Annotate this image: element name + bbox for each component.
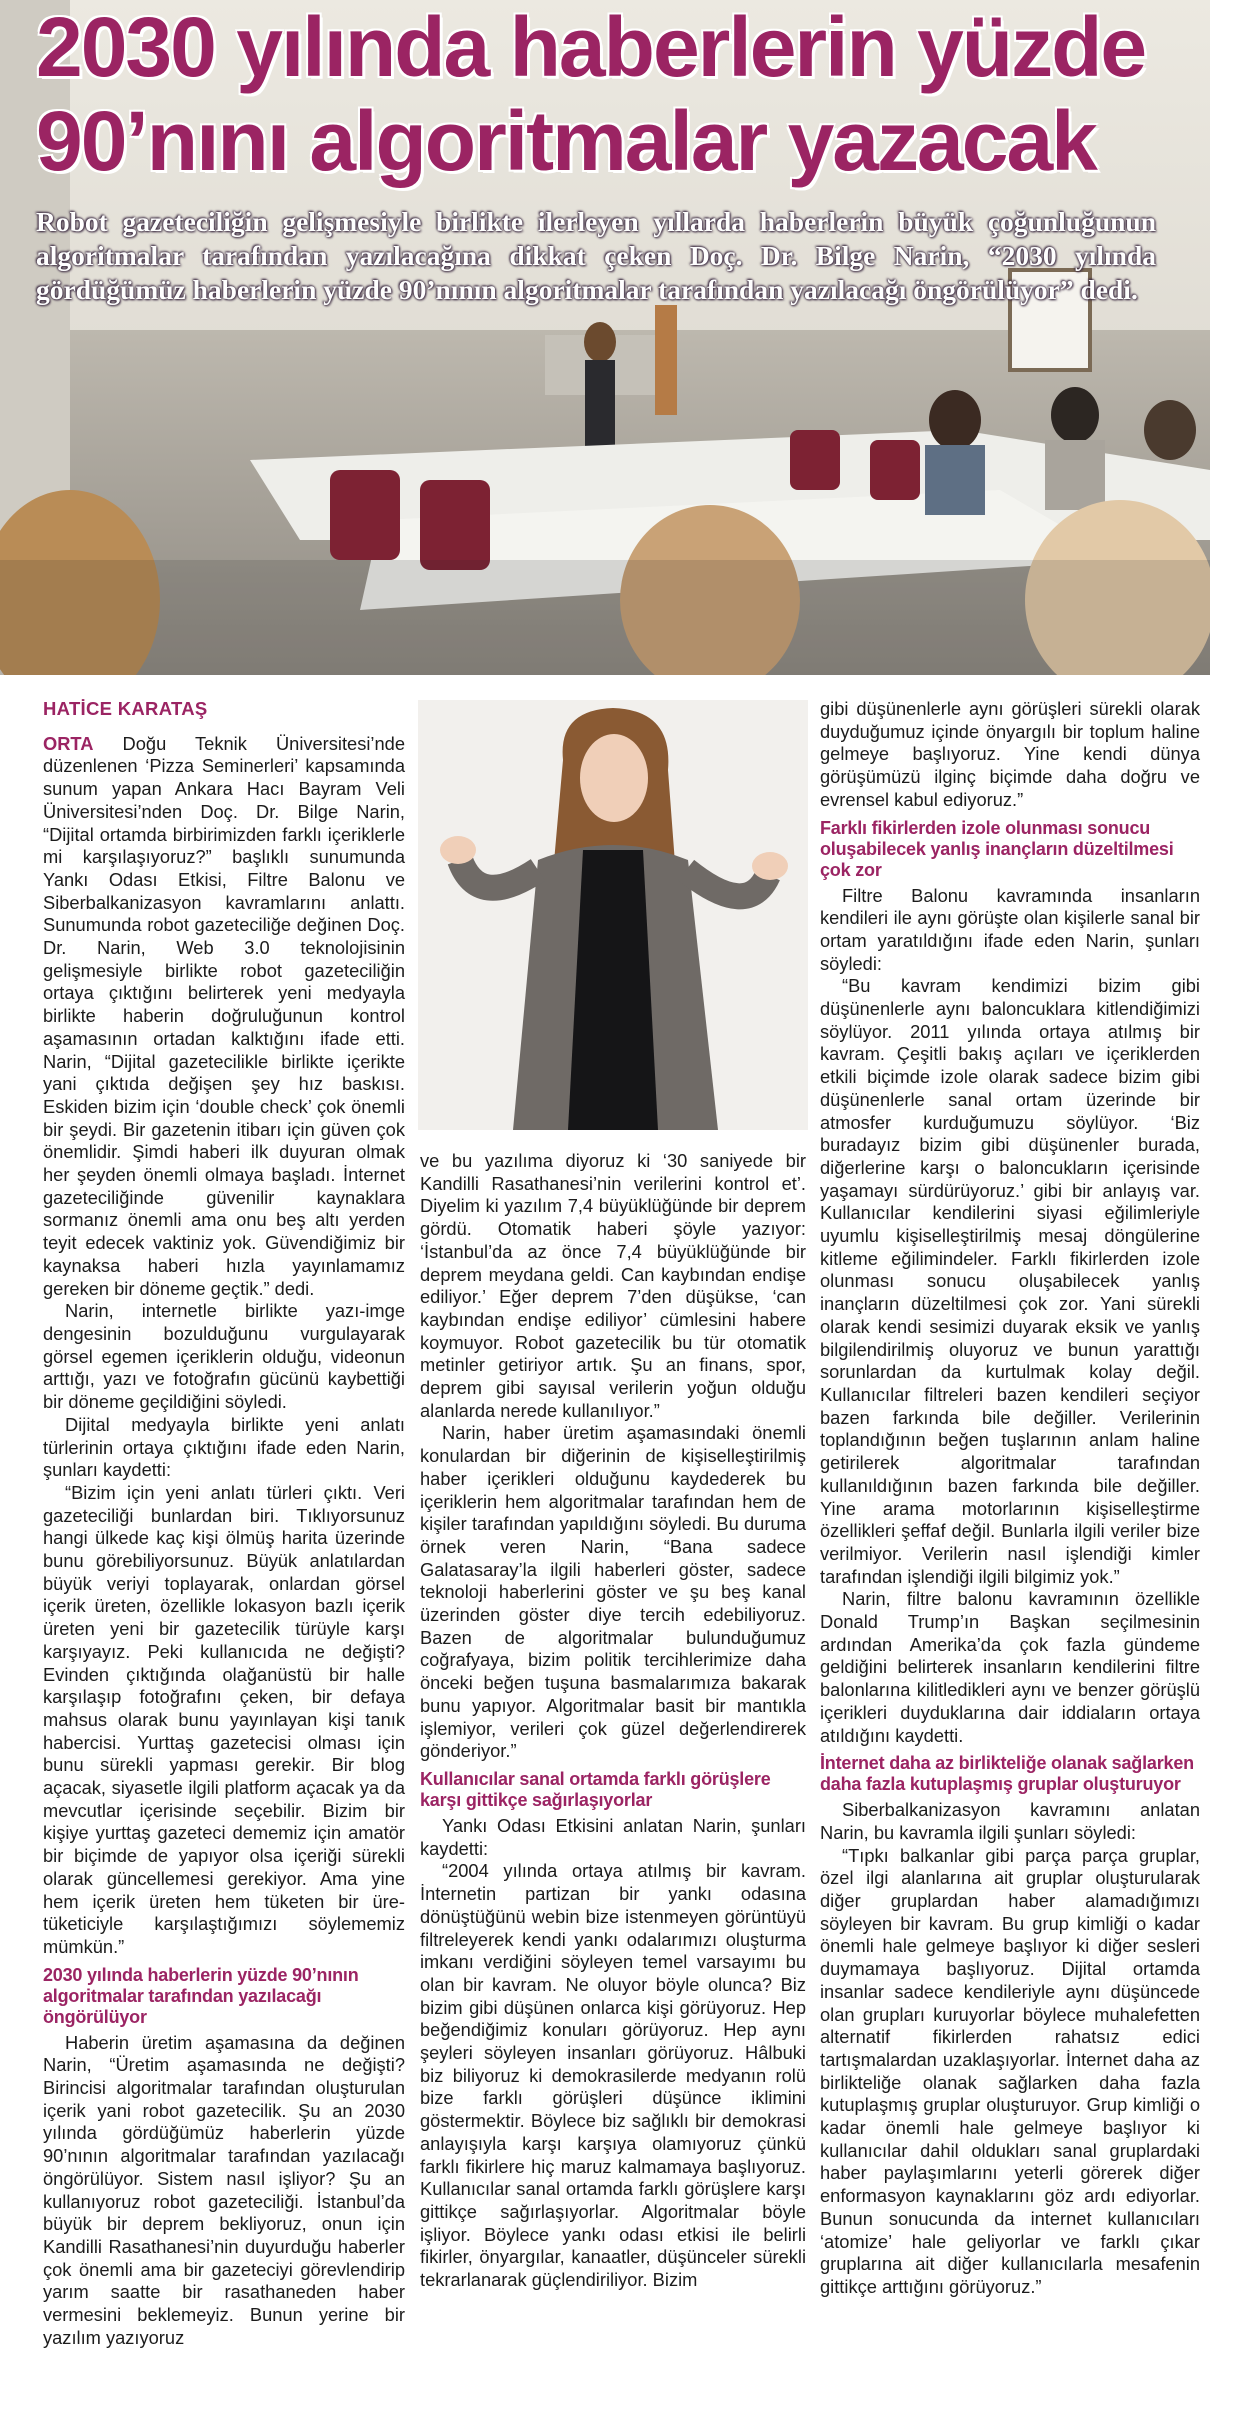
paragraph: Narin, haber üretim aşamasındaki önemli konulardan bir diğerinin de kişiselleştirilmiş haber içerikleri olduğunu kaydederek bu içeriklerin hem algoritmalar tarafından hem de kişiler tarafından yapıldığını söyledi. Bu duruma örnek veren Narin, “Bana sadece Galatasaray’la ilgili haberleri göster, sadece teknoloji haberlerini göster ve şu beş kanal üzerinden göster diye tercih edebiliyoruz. Bazen de algoritmalar bulunduğumuz coğrafyaya, bizim politik tercihlerimize daha önceki beğen tuşuna basmalarımıza bakarak bunu yapıyor. Algoritmalar basit bir mantıkla işlemiyor, verileri çok güzel değerlendirerek gönderiyor.” <box>420 1422 806 1762</box>
subheading: İnternet daha az birlikteliğe olanak sağlarken daha fazla kutuplaşmış gruplar oluşturuyor <box>820 1753 1194 1795</box>
dateline: ORTA <box>43 732 94 754</box>
paragraph: Filtre Balonu kavramında insanların kendileri ile aynı görüşte olan kişilerle sanal bir ortam yaratıldığını ifade eden Narin, şunları söyledi: <box>820 884 1200 974</box>
paragraph: Dijital medyayla birlikte yeni anlatı türlerinin ortaya çıktığını ifade eden Narin, şunları kaydetti: <box>43 1413 405 1481</box>
paragraph: “Bizim için yeni anlatı türleri çıktı. Veri gazeteciliği bunlardan biri. Tıklıyorsunuz hangi ülkede kaç kişi ölmüş harita üzerinde bunu görebiliyorsunuz. Büyük anlatılardan büyük veriyi toplayarak, onlardan görsel içerik üreten, özellikle lokasyon bazlı içerik üreten yeni bir gazetecilik türüyle karşı karşıyayız. Peki kullanıcıda ne değişti? Evinden çıktığında olağanüstü bir halle karşılaşıp fotoğrafını çeken, bir defaya mahsus olarak bunu yayınlayan kişi tanık habercisi. Yurttaş gazetecisi olması için bunu sürekli yapması gerekir. Bir blog açacak, siyasetle ilgili platform açacak ya da mevcutlar içerisinde seçebilir. Bizim bir kişiye yurttaş gazeteci dememiz için amatör bir biçimde de yapıyor olsa içeriği sürekli olarak güncellemesi gerekiyor. Ama yine hem içerik üreten hem tüketen bir üre-tüketiciyle karşılaştığımızı söylememiz mümkün.” <box>43 1481 405 1957</box>
paragraph: “Bu kavram kendimizi bizim gibi düşünenlerle aynı baloncuklara kitlendiğimizi söylüyor. 2011 yılında ortaya atılmış bir kavram. Çeşitli bakış açıları ve içeriklerden etkili biçimde izole olarak sadece bizim gibi düşünenlerle sanal ortam üzerinde bir atmosfer kurduğumuzu söylüyor. ‘Biz buradayız bizim gibi düşünenler burada, diğerlerine karşı o baloncukların içerisinde yaşamayı sürdürüyoruz.’ gibi bir anlayış var. Kullanıcılar kendilerini siyasi eğilimleriyle uyumlu kişiselleştirilmiş mesaj döngülerine kitleme eğilimindeler. Farklı fikirlerden izole olunması sonucu oluşabilecek yanlış inançların düzeltilmesi çok zor. Yani sürekli olarak kendi sesimizi duyarak eksik ve yanlış bilgilendirilmiş oluyoruz ve bunun yarattığı sorunlardan da kurtulmak kolay değil. Kullanıcılar filtreleri bazen kendileri seçiyor bazen farkında bile değiller. Verilerinin toplandığının beğen tuşlarının anlam haline getirilerek algoritmalar tarafından kullanıldığının bazen farkında bile değiller. Yine arama motorlarının kişiselleştirme özellikleri şeffaf değil. Bunlarla ilgili veriler bize verilmiyor. Verilerin nasıl işlendiği kimler tarafından işlendiği ilgili bilgimiz yok.” <box>820 975 1200 1587</box>
paragraph: Yankı Odası Etkisini anlatan Narin, şunları kaydetti: <box>420 1814 806 1859</box>
paragraph: Narin, internetle birlikte yazı-imge dengesinin bozulduğunu vurgulayarak görsel egemen içeriklerin olduğu, videonun arttığı, yazı ve fotoğrafın gücünü kaybettiği bir döneme geçildiğini söyledi. <box>43 1300 405 1413</box>
column-3 <box>820 698 1200 2299</box>
paragraph-text: Doğu Teknik Üniversitesi’nde düzenlenen ‘Pizza Seminerleri’ kapsamında sunum yapan Ankara Hacı Bayram Veli Üniversitesi’nden Doç. Dr. Bilge Narin, “Dijital ortamda birbirimizden farklı içeriklerle mi karşılaşıyoruz?” başlıklı sunumunda Yankı Odası Etkisi, Filtre Balonu ve Siberbalkanizasyon kavramlarını anlattı. Sunumunda robot gazeteciliğe değinen Doç. Dr. Narin, Web 3.0 teknolojisinin gelişmesiyle birlikte robot gazeteciliğin ortaya çıktığını belirterek yeni medyayla birlikte haberin doğruluğunun kontrol aşamasının ortadan kalktığını ifade etti. Narin, “Dijital gazetecilikle birlikte içerikte yani çıktıda değişen şey hız baskısı. Eskiden bizim için ‘double check’ çok önemli bir şeydi. Bir gazetenin itibarı için güven çok önemlidir. Şimdi haberi ilk duyuran olmak her şeyden önemli olmaya başladı. İnternet gazeteciliğinde güvenilir kaynaklara sormanız önemli ama onu beş altı yerden teyit edecek vaktiniz yok. Güvendiğimiz bir kaynaksa haberi hızla yayınlamamız gereken bir döneme geçtik.” dedi. <box>43 732 405 1299</box>
paragraph: gibi düşünenlerle aynı görüşleri sürekli olarak duyduğumuz içinde önyargılı bir toplum haline gelmeye başlıyoruz. Yine kendi dünya görüşümüzü ilginç biçimde daha doğru ve evrensel kabul ediyoruz.” <box>820 698 1200 810</box>
lede: Robot gazeteciliğin gelişmesiyle birlikte ilerleyen yıllarda haberlerin büyük çoğunluğunun algoritmalar tarafından yazılacağına dikkat çeken Doç. Dr. Bilge Narin, “2030 yılında gördüğümüz haberlerin yüzde 90’nının algoritmalar tarafından yazılacağı öngörülüyor” dedi. <box>36 206 1156 305</box>
paragraph: Siberbalkanizasyon kavramını anlatan Narin, bu kavramla ilgili şunları söyledi: <box>820 1799 1200 1843</box>
paragraph: “Tıpkı balkanlar gibi parça parça gruplar, özel ilgi alanlarına ait gruplar oluşturularak diğer gruplardan haber alamadığımızı söyleyen bir kavram. Bu grup kimliği o kadar önemli hale gelmeye başlıyor ki diğer sesleri duymamaya başlıyoruz. Dijital ortamda insanlar sadece kendileriyle aynı düşüncede olan grupları kuruyorlar böylece muhalefetten alternatif fikirlerden rahatsız edici tartışmalardan uzaklaşıyorlar. İnternet daha az birlikteliğe olanak sağlarken daha fazla kutuplaşmış gruplar oluşturuyor. Grup kimliği o kadar önemli hale gelmeye başlıyor ki kullanıcılar dahil oldukları sanal gruplardaki haber paylaşımlarını yeterli görerek diğer enformasyon kaynaklarını göz ardı ediyorlar. Bunun sonucunda da internet kullanıcıları ‘atomize’ hale geliyorlar ve farklı çıkar gruplarına ait diğer kullanıcılarla mesafenin gittikçe arttığını görüyoruz.” <box>820 1844 1200 2297</box>
hero-photo <box>0 0 1210 675</box>
speaker-photo <box>418 700 808 1130</box>
column-1 <box>43 698 405 2350</box>
speaker-portrait <box>418 700 808 1130</box>
headline-line-2: 90’nını algoritmalar yazacak <box>36 94 1096 188</box>
paragraph: Narin, filtre balonu kavramının özellikle Donald Trump’ın Başkan seçilmesinin ardından Amerika’da çok fazla gündeme geldiğini belirterek insanların kendilerini filtre balonlarına kilitledikleri aynı ve benzer görüşlü içerikleri duyduklarına dair iddiaların ortaya atıldığını kaydetti. <box>820 1588 1200 1746</box>
paragraph: Haberin üretim aşamasına da değinen Narin, “Üretim aşamasında ne değişti? Birincisi algoritmalar tarafından oluşturulan içerik yani robot gazetecilik. Şu an 2030 yılında gördüğümüz haberlerin yüzde 90’nının algoritmalar tarafından yazılacağı öngörülüyor. Sistem nasıl işliyor? Şu an kullanıyoruz robot gazeteciliği. İstanbul’da büyük bir deprem bekliyoruz, onun için Kandilli Rasathanesi’nin duyurduğu haberler çok önemli ama bir gazeteciyi görevlendirip yarım saatte bir rasathaneden haber vermesini beklemeyiz. Bunun yerine bir yazılım yazıyoruz <box>43 2031 405 2348</box>
headline-line-1: 2030 yılında haberlerin yüzde <box>36 0 1146 94</box>
subheading: Farklı fikirlerden izole olunması sonucu oluşabilecek yanlış inançların düzeltilmesi çok zor <box>820 817 1174 880</box>
paragraph: ve bu yazılıma diyoruz ki ‘30 saniyede bir Kandilli Rasathanesi’nin verilerini kontrol et’. Diyelim ki yazılım 7,4 büyüklüğünde bir deprem gördü. Otomatik haberi şöyle yazıyor: ‘İstanbul’da az önce 7,4 büyüklüğünde bir deprem meydana geldi. Can kaybından endişe ediliyor.’ Eğer deprem 7’den düşükse, ‘can kaybından endişe ediliyor’ cümlesini habere koymuyor. Robot gazetecilik bu tür otomatik metinler getiriyor artık. Şu an finans, spor, deprem gibi sayısal verilerin yoğun olduğu alanlarda nerede kullanılıyor.” <box>420 1150 806 1421</box>
byline: HATİCE KARATAŞ <box>43 698 208 719</box>
subheading: 2030 yılında haberlerin yüzde 90’nının algoritmalar tarafından yazılacağı öngörülüyor <box>43 1964 359 2027</box>
paragraph <box>43 733 405 1301</box>
subheading: Kullanıcılar sanal ortamda farklı görüşlere karşı gittikçe sağırlaşıyorlar <box>420 1768 771 1810</box>
paragraph: “2004 yılında ortaya atılmış bir kavram. İnternetin partizan bir yankı odasına dönüştüğünü webin bize istenmeyen görüntüyü filtreleyerek kendi yankı odalarımızı oluşturma imkanı verdiğini söyleyen temel varsayımı bu olan bir kavram. Ne oluyor böyle olunca? Biz bizim gibi düşünen onlarca kişi görüyoruz. Hep beğendiğimiz konuları görüyoruz. Hep aynı şeyleri söyleyen insanları görüyoruz. Hâlbuki biz biliyoruz ki demokrasilerde medyanın rolü bize farklı görüşleri düşünce iklimini göstermektir. Böylece biz sağlıklı bir demokrasi anlayışıyla karşı karşıya olamıyoruz çünkü farklı fikirlere hiç maruz kalmamaya başlıyoruz. Kullanıcılar sanal ortamda farklı görüşlere karşı gittikçe sağırlaşıyorlar. Algoritmalar böyle işliyor. Böylece yankı odası etkisi ile belirli fikirler, önyargılar, kanaatler, düşünceler sürekli tekrarlanarak güçlendiriliyor. Bizim <box>420 1860 806 2291</box>
column-2 <box>420 1150 806 2292</box>
